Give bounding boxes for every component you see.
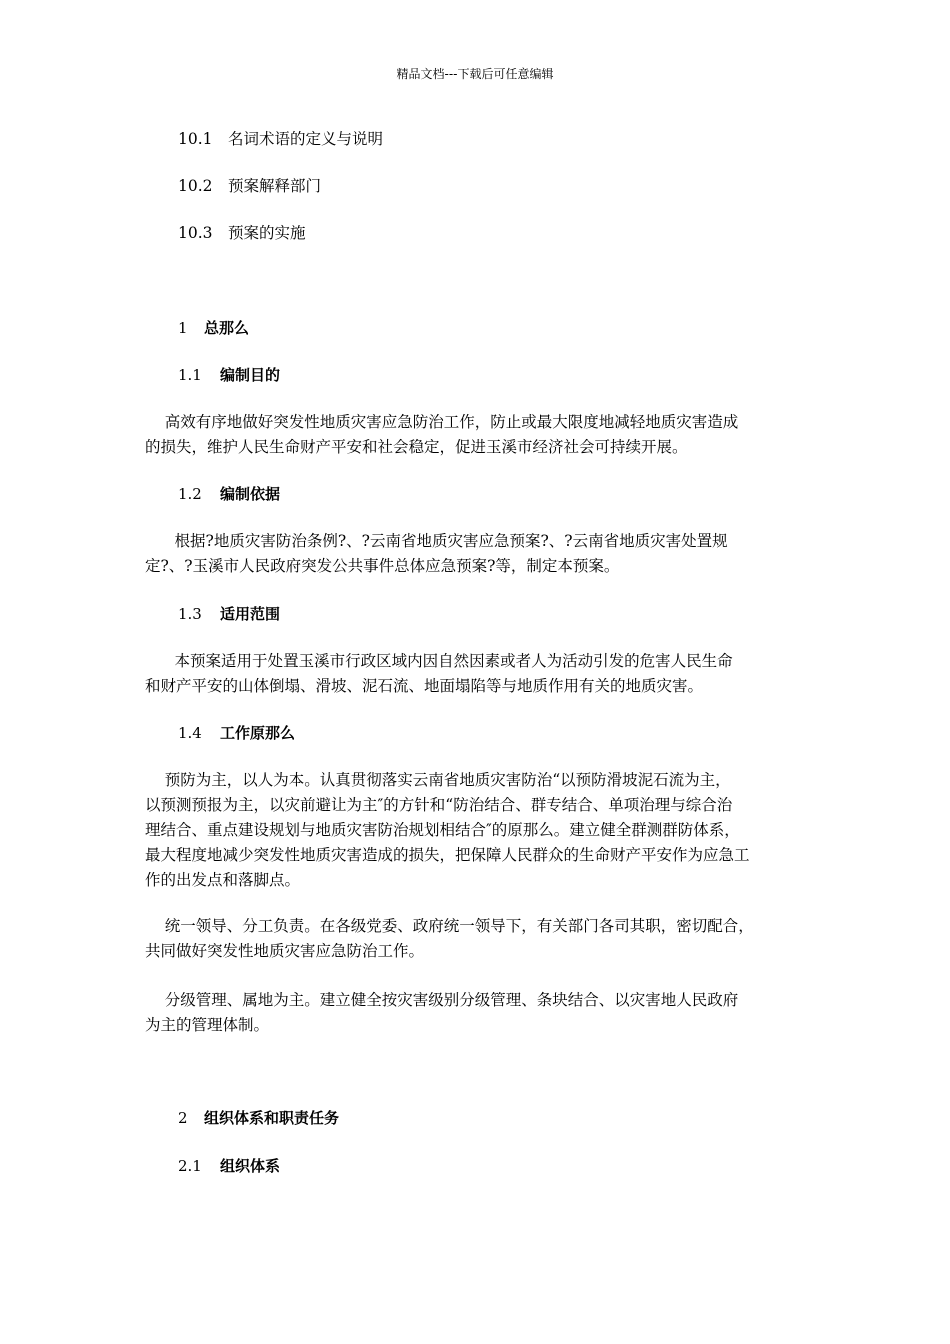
subsection-heading — [178, 484, 280, 504]
section-heading — [178, 1108, 339, 1128]
toc-item — [178, 223, 306, 243]
paragraph — [145, 410, 810, 460]
toc-item — [178, 176, 321, 196]
toc-item — [178, 129, 383, 149]
subsection-number: 1.2 — [178, 485, 202, 503]
paragraph-line: 的损失，维护人民生命财产平安和社会稳定，促进玉溪市经济社会可持续开展。 — [145, 438, 688, 456]
toc-item-number: 10.2 — [178, 177, 213, 195]
paragraph-line: 分级管理、属地为主。建立健全按灾害级别分级管理、条块结合、以灾害地人民政府 — [145, 991, 739, 1009]
subsection-title: 工作原那么 — [220, 724, 296, 742]
subsection-number: 1.3 — [178, 605, 202, 623]
paragraph-line: 和财产平安的山体倒塌、滑坡、泥石流、地面塌陷等与地质作用有关的地质灾害。 — [145, 677, 704, 695]
page-header: 精品文档---下载后可任意编辑 — [396, 67, 554, 81]
paragraph-line: 根据?地质灾害防治条例?、?云南省地质灾害应急预案?、?云南省地质灾害处置规 — [145, 532, 728, 550]
paragraph — [145, 649, 810, 699]
paragraph-line: 共同做好突发性地质灾害应急防治工作。 — [145, 942, 425, 960]
subsection-number: 2.1 — [178, 1157, 202, 1175]
paragraph — [145, 988, 810, 1038]
subsection-title: 组织体系 — [220, 1157, 281, 1175]
subsection-heading — [178, 365, 280, 385]
subsection-heading — [178, 723, 295, 743]
paragraph-line: 为主的管理体制。 — [145, 1016, 270, 1034]
paragraph-line: 理结合、重点建设规划与地质灾害防治规划相结合″的原那么。建立健全群测群防体系， — [145, 821, 740, 839]
subsection-title: 编制目的 — [220, 366, 281, 384]
toc-item-title: 预案的实施 — [228, 224, 306, 242]
paragraph-line: 高效有序地做好突发性地质灾害应急防治工作，防止或最大限度地减轻地质灾害造成 — [145, 413, 739, 431]
section-number: 2 — [178, 1109, 188, 1127]
paragraph — [145, 914, 810, 964]
paragraph-line: 最大程度地减少突发性地质灾害造成的损失，把保障人民群众的生命财产平安作为应急工 — [145, 846, 750, 864]
toc-item-title: 名词术语的定义与说明 — [228, 130, 384, 148]
subsection-heading — [178, 604, 280, 624]
paragraph-line: 作的出发点和落脚点。 — [145, 871, 301, 889]
paragraph-line: 预防为主，以人为本。认真贯彻落实云南省地质灾害防治“以预防滑坡泥石流为主， — [145, 771, 731, 789]
paragraph — [145, 768, 810, 893]
section-number: 1 — [178, 319, 188, 337]
subsection-title: 编制依据 — [220, 485, 281, 503]
section-heading — [178, 318, 249, 338]
paragraph-line: 统一领导、分工负责。在各级党委、政府统一领导下，有关部门各司其职，密切配合， — [145, 917, 754, 935]
subsection-number: 1.4 — [178, 724, 202, 742]
paragraph-line: 以预测预报为主，以灾前避让为主″的方针和“防治结合、群专结合、单项治理与综合治 — [145, 796, 733, 814]
paragraph-line: 本预案适用于处置玉溪市行政区域内因自然因素或者人为活动引发的危害人民生命 — [145, 652, 733, 670]
subsection-heading — [178, 1156, 280, 1176]
section-title: 总那么 — [204, 319, 250, 337]
toc-item-number: 10.1 — [178, 130, 213, 148]
subsection-number: 1.1 — [178, 366, 202, 384]
paragraph — [145, 529, 810, 579]
toc-item-title: 预案解释部门 — [228, 177, 322, 195]
section-title: 组织体系和职责任务 — [204, 1109, 340, 1127]
paragraph-line: 定?、?玉溪市人民政府突发公共事件总体应急预案?等，制定本预案。 — [145, 557, 620, 575]
toc-item-number: 10.3 — [178, 224, 213, 242]
subsection-title: 适用范围 — [220, 605, 281, 623]
